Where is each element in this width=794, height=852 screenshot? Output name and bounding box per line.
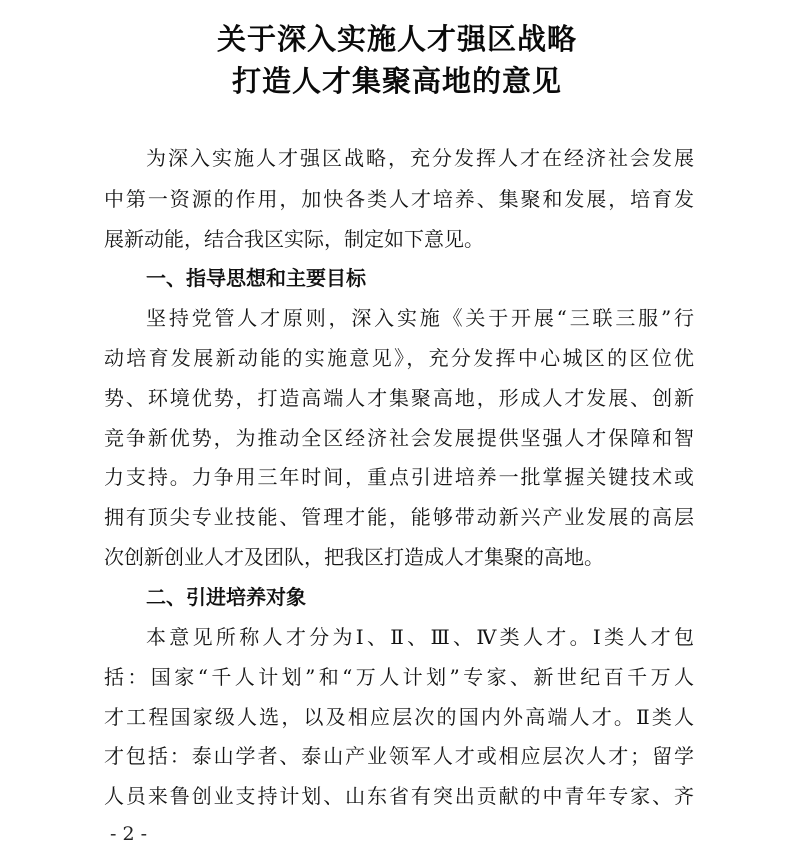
section-1-line-6: 拥有顶尖专业技能、管理才能，能够带动新兴产业发展的高层 bbox=[104, 505, 694, 529]
page-number: - 2 - bbox=[110, 823, 148, 845]
section-2-line-2: 括：国家“千人计划”和“万人计划”专家、新世纪百千万人 bbox=[104, 665, 694, 689]
intro-line-3: 展新动能，结合我区实际，制定如下意见。 bbox=[104, 227, 484, 251]
section-2-line-1: 本意见所称人才分为Ⅰ、Ⅱ、Ⅲ、Ⅳ类人才。Ⅰ类人才包 bbox=[146, 625, 694, 649]
section-1-heading: 一、指导思想和主要目标 bbox=[146, 266, 366, 290]
section-1-line-2: 动培育发展新动能的实施意见》，充分发挥中心城区的区位优 bbox=[104, 346, 694, 370]
intro-line-2: 中第一资源的作用，加快各类人才培养、集聚和发展，培育发 bbox=[104, 187, 694, 211]
section-2-line-4: 才包括：泰山学者、泰山产业领军人才或相应层次人才；留学 bbox=[104, 744, 694, 768]
document-title-line-2: 打造人才集聚高地的意见 bbox=[231, 64, 562, 98]
section-2-line-3: 才工程国家级人选，以及相应层次的国内外高端人才。Ⅱ类人 bbox=[104, 705, 694, 729]
intro-line-1: 为深入实施人才强区战略，充分发挥人才在经济社会发展 bbox=[146, 146, 694, 170]
document-title-line-1: 关于深入实施人才强区战略 bbox=[216, 22, 577, 56]
section-1-line-5: 力支持。力争用三年时间，重点引进培养一批掌握关键技术或 bbox=[104, 465, 694, 489]
section-1-line-4: 竞争新优势，为推动全区经济社会发展提供坚强人才保障和智 bbox=[104, 426, 694, 450]
section-1-line-7: 次创新创业人才及团队，把我区打造成人才集聚的高地。 bbox=[104, 545, 604, 569]
section-1-line-3: 势、环境优势，打造高端人才集聚高地，形成人才发展、创新 bbox=[104, 386, 694, 410]
section-2-heading: 二、引进培养对象 bbox=[146, 585, 306, 609]
section-2-line-5: 人员来鲁创业支持计划、山东省有突出贡献的中青年专家、齐 bbox=[104, 784, 694, 808]
section-1-line-1: 坚持党管人才原则，深入实施《关于开展“三联三服”行 bbox=[146, 306, 694, 330]
